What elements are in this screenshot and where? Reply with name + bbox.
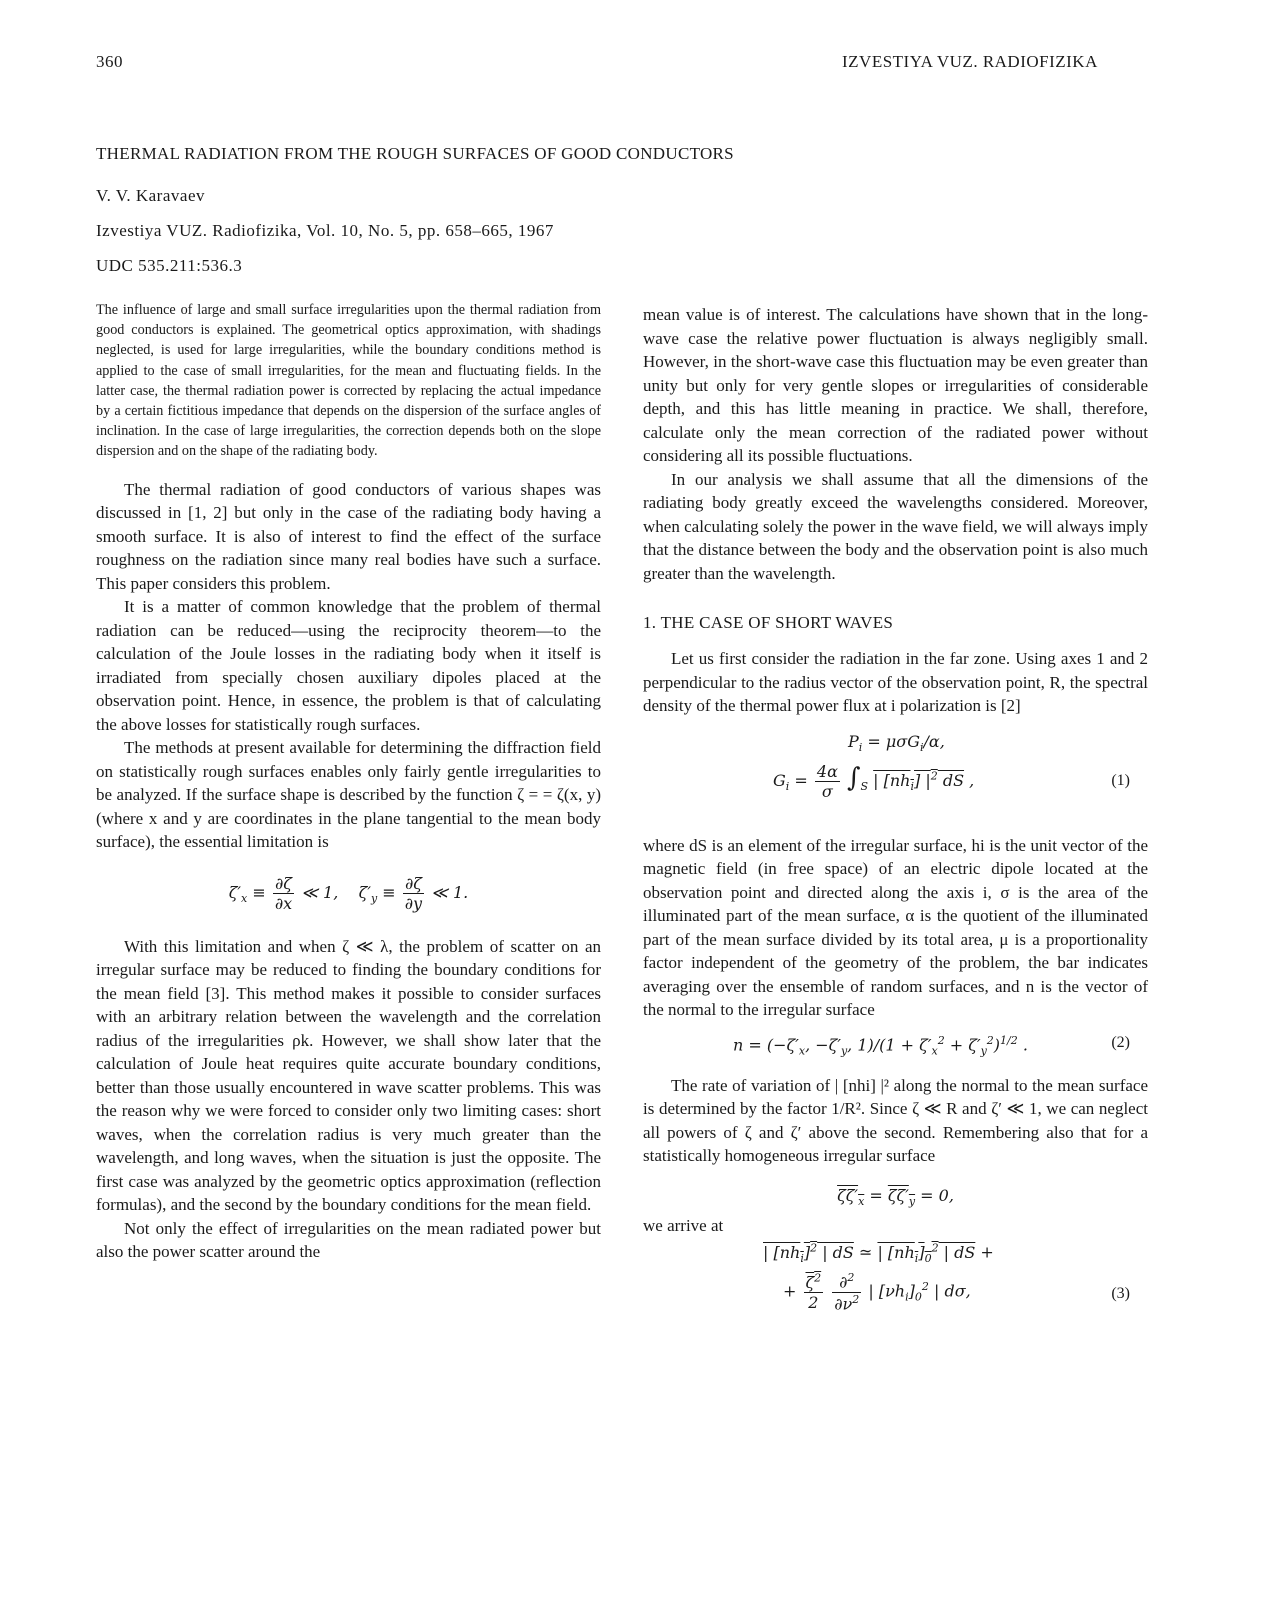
abstract: The influence of large and small surface irregularities upon the thermal radiation from good conductors is explained. The geometrical optics approximation, with shadings neglected, is used for large irregularities, while the boundary conditions method is applied to the case of small irregularities, for the mean and fluctuating fields. In the latter case, the thermal radiation power is corrected by replacing the actual impedance by a certain fictitious impedance that depends on the dispersion of the surface angles of inclination. In the case of large irregularities, the correction depends both on the slope dispersion and on the shape of the radiating body. [96,302,601,460]
citation: Izvestiya VUZ. Radiofizika, Vol. 10, No. 5, pp. 658–665, 1967 [96,221,554,240]
right-column [643,303,1148,1319]
equation-homogeneous: $\zeta\zeta'_x = \zeta\zeta'_y = 0$, [837,1185,954,1208]
right-paragraph-2: In our analysis we shall assume that all the dimensions of the radiating body greatly exceed the wavelengths considered. Moreover, when calculating solely the power in the wave field, we will always imply that the distance between the body and the observation point is also much greater than the wavelength. [643,469,1148,583]
right-paragraph-4: where dS is an element of the irregular surface, hi is the unit vector of the magnetic field (in free space) of an electric dipole located at the observation point and directed along the axis i, σ is the area of the illuminated part of the mean surface, α is the quotient of the illuminated part of the mean surface divided by its total area, μ is a proportionality factor independent of the geometry of the problem, the bar indicates averaging over the ensemble of random surfaces, and n is the vector of the normal to the irregular surface [643,835,1148,1019]
paper-title: THERMAL RADIATION FROM THE ROUGH SURFACES OF GOOD CONDUCTORS [96,144,734,163]
equation-limitation: $\zeta'_x$ ≡ $\frac{\partial\zeta}{\partial x}$ ≪ 1, $\zeta'_y$ ≡ $\frac{\partial\zeta}{\partial y}$ ≪ 1. [228,873,469,913]
equation-3: | $[nh_i]^2$ | dS ≃ | $[nh_i]_0^2$ | dS + + $\frac{\zeta^2}{2}$ $\frac{\partial^2}{\partial\nu^2}$ | $[\nu h_i]_0^2$ | dσ, (3) [763,1241,1130,1313]
equation-3-number: (3) [1111,1285,1130,1303]
left-column [96,300,601,1264]
left-paragraph-3: The methods at present available for determining the diffraction field on statistically rough surfaces enables only fairly gentle irregularities to be analyzed. If the surface shape is described by the function ζ = = ζ(x, y) (where x and y are coordinates in the plane tangential to the mean body surface), the essential limitation is [96,738,601,852]
author: V. V. Karavaev [96,186,205,205]
udc: UDC 535.211:536.3 [96,256,243,275]
right-paragraph-1: mean value is of interest. The calculations have shown that in the long-wave case the relative power fluctuation is always negligibly small. However, in the short-wave case this fluctuation may be even greater than unity but only for very gentle slopes or irregularities of considerable depth, and this has little meaning in practice. We shall, therefore, calculate only the mean correction of the radiated power without considering all its possible fluctuations. [643,305,1148,465]
equation-2: $n = (-\zeta'_x$, $-\zeta'_y$, $1)/(1 + \zeta'_x^2 + \zeta'_y^2)^{1/2}$ . (2) [733,1033,1130,1058]
left-paragraph-4: With this limitation and when ζ ≪ λ, the problem of scatter on an irregular surface may be reduced to finding the boundary conditions for the mean field [3]. This method makes it possible to consider surfaces with an arbitrary relation between the wavelength and the correlation radius of the irregularities ρk. However, we shall show later that the calculation of Joule heat requires quite accurate boundary conditions, better than those usually encountered in wave scatter problems. This was the reason why we were forced to consider only two limiting cases: short waves, when the correlation radius is very much greater than the wavelength, and long waves, when the situation is just the opposite. The first case was analyzed by the geometric optics approximation (reflection formulas), and the second by the boundary conditions for the mean field. [96,936,601,1215]
equation-1: $P_i = \mu\sigma G_i/\alpha$, $G_i$ = $\frac{4\alpha}{\sigma}$ $\int_S$ | $[nh_i]$ $|^2$ dS , (1) [773,731,1130,801]
left-paragraph-1: The thermal radiation of good conductors of various shapes was discussed in [1, 2] but only in the case of the radiating body having a smooth surface. It is also of interest to find the effect of the surface roughness on the radiation since many real bodies have such a surface. This paper considers this problem. [96,479,601,593]
equation-1-number: (1) [1111,771,1130,789]
equation-2-number: (2) [1111,1033,1130,1051]
page-number: 360 [96,52,123,71]
journal-header: IZVESTIYA VUZ. RADIOFIZIKA [842,52,1098,71]
right-paragraph-6: we arrive at [643,1215,724,1235]
left-paragraph-2: It is a matter of common knowledge that the problem of thermal radiation can be reduced—using the reciprocity theorem—to the calculation of the Joule losses in the radiating body when it itself is irradiated from specially chosen auxiliary dipoles placed at the observation point. Hence, in essence, the problem is that of calculating the above losses for statistically rough surfaces. [96,597,601,734]
right-paragraph-3: Let us first consider the radiation in the far zone. Using axes 1 and 2 perpendicular to the radius vector of the observation point, R, the spectral density of the thermal power flux at i polarization is [2] [643,649,1148,715]
section-heading-1: 1. THE CASE OF SHORT WAVES [643,613,894,632]
left-paragraph-5: Not only the effect of irregularities on the mean radiated power but also the power scatter around the [96,1218,601,1262]
right-paragraph-5: The rate of variation of | [nhi] |² along the normal to the mean surface is determined by the factor 1/R². Since ζ ≪ R and ζ′ ≪ 1, we can neglect all powers of ζ and ζ′ above the second. Remembering also that for a statistically homogeneous irregular surface [643,1075,1148,1165]
